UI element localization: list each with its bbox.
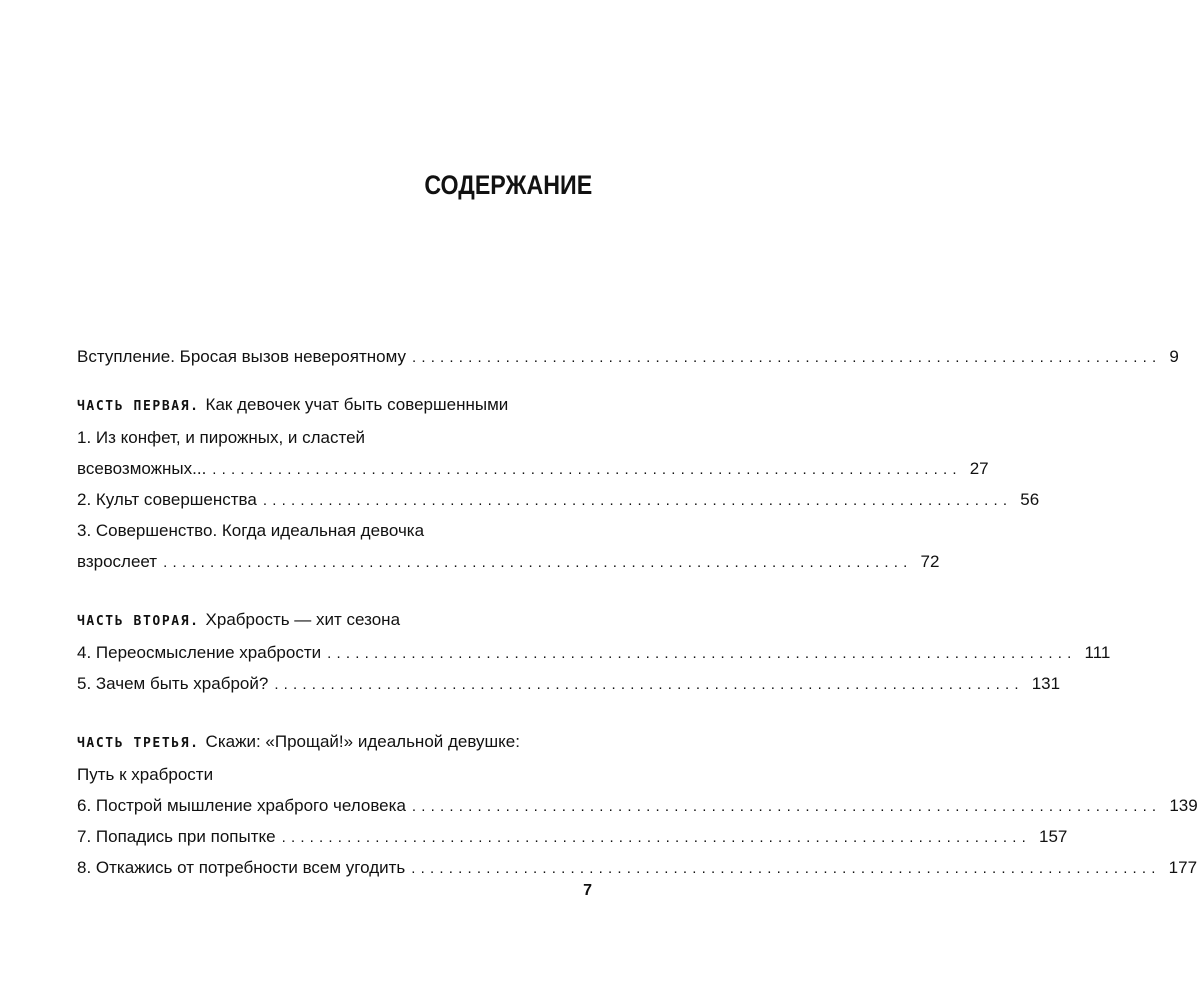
part-title: Храбрость — хит сезона [205,610,401,629]
toc-entry-page: 56 [1020,490,1040,509]
dot-leader: ................................................................................ [411,349,1162,366]
part-label: ЧАСТЬ ПЕРВАЯ. [77,399,200,414]
toc-entry-page: 139 [1169,796,1198,815]
part-heading-3 [77,726,592,759]
dot-leader: ................................................................................ [262,492,1013,509]
toc-entry-chapter-7 [77,821,1068,852]
dot-leader: ................................................................................ [212,461,962,478]
toc-entry-title: 5. Зачем быть храброй? [77,674,269,693]
toc-entry-intro [77,341,1179,372]
toc-entry-title: 2. Культ совершенства [77,490,257,509]
toc-entry-page: 27 [969,459,989,478]
part-title-line2: Путь к храбрости [77,765,214,784]
part-label: ЧАСТЬ ТРЕТЬЯ. [77,736,200,751]
toc-entry-title: взрослеет [77,552,158,571]
toc-entry-chapter-3 [77,515,940,577]
part-heading-2 [77,604,592,637]
toc-entry-page: 72 [920,552,940,571]
dot-leader: ................................................................................ [274,676,1024,693]
page-title: СОДЕРЖАНИЕ [424,170,592,200]
table-of-contents [77,341,1198,883]
toc-entry-title-line1: 1. Из конфет, и пирожных, и сластей [77,428,366,447]
toc-entry-page: 177 [1168,858,1198,877]
toc-entry-title: 4. Переосмысление храбрости [77,643,322,662]
toc-entry-page: 131 [1031,674,1061,693]
part-label: ЧАСТЬ ВТОРАЯ. [77,614,200,629]
dot-leader: ................................................................................ [327,645,1077,662]
toc-entry-chapter-4 [77,637,1111,668]
toc-entry-page: 157 [1038,827,1068,846]
toc-entry-chapter-8 [77,852,1198,883]
toc-entry-chapter-6 [77,790,1198,821]
dot-leader: ................................................................................ [411,860,1161,877]
toc-entry-title: всевозможных... [77,459,207,478]
toc-entry-title: Вступление. Бросая вызов невероятному [77,347,406,366]
toc-entry-title: 7. Попадись при попытке [77,827,276,846]
toc-entry-title: 6. Построй мышление храброго человека [77,796,406,815]
toc-entry-chapter-2 [77,484,1040,515]
toc-entry-chapter-1 [77,422,989,484]
dot-leader: ................................................................................ [163,554,913,571]
dot-leader: ................................................................................ [281,829,1031,846]
part-heading-1 [77,389,592,422]
toc-entry-title: 8. Откажись от потребности всем угодить [77,858,406,877]
page-number: 7 [583,882,592,899]
toc-entry-title-line1: 3. Совершенство. Когда идеальная девочка [77,521,425,540]
toc-entry-page: 111 [1084,643,1111,662]
toc-entry-page: 9 [1169,347,1179,366]
part-title: Как девочек учат быть совершенными [205,395,509,414]
toc-entry-chapter-5 [77,668,1061,699]
dot-leader: ................................................................................ [411,798,1162,815]
part-title: Скажи: «Прощай!» идеальной девушке: [205,732,520,751]
